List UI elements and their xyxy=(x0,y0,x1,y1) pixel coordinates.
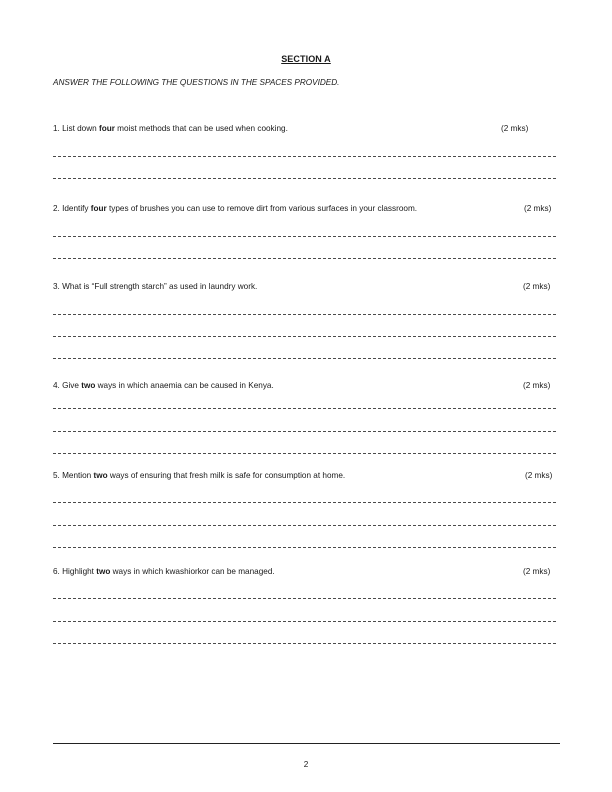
question-2 xyxy=(53,204,557,216)
answer-line[interactable] xyxy=(53,502,556,503)
answer-line[interactable] xyxy=(53,598,556,599)
answer-line[interactable] xyxy=(53,236,556,237)
answer-line[interactable] xyxy=(53,358,556,359)
answer-line[interactable] xyxy=(53,547,556,548)
question-text: 6. Highlight two ways in which kwashiorkor can be managed. xyxy=(53,567,275,576)
answer-line[interactable] xyxy=(53,453,556,454)
question-1 xyxy=(53,124,557,136)
question-text: 5. Mention two ways of ensuring that fresh milk is safe for consumption at home. xyxy=(53,471,346,480)
answer-line[interactable] xyxy=(53,643,556,644)
page-number: 2 xyxy=(303,760,309,769)
answer-line[interactable] xyxy=(53,156,556,157)
answer-line[interactable] xyxy=(53,336,556,337)
answer-line[interactable] xyxy=(53,525,556,526)
answer-line[interactable] xyxy=(53,258,556,259)
section-title: SECTION A xyxy=(281,54,331,64)
answer-line[interactable] xyxy=(53,178,556,179)
marks-label: (2 mks) xyxy=(525,471,553,480)
marks-label: (2 mks) xyxy=(523,567,551,576)
marks-label: (2 mks) xyxy=(501,124,529,133)
question-text: 3. What is “Full strength starch” as used in laundry work. xyxy=(53,282,258,291)
question-text: 2. Identify four types of brushes you can use to remove dirt from various surfaces in your classroom. xyxy=(53,204,418,213)
answer-line[interactable] xyxy=(53,621,556,622)
answer-line[interactable] xyxy=(53,314,556,315)
answer-line[interactable] xyxy=(53,408,556,409)
question-6 xyxy=(53,567,557,579)
question-text: 1. List down four moist methods that can be used when cooking. xyxy=(53,124,288,133)
marks-label: (2 mks) xyxy=(524,204,552,213)
question-text: 4. Give two ways in which anaemia can be caused in Kenya. xyxy=(53,381,274,390)
footer-divider xyxy=(53,743,560,744)
question-5 xyxy=(53,471,557,483)
instructions: ANSWER THE FOLLOWING THE QUESTIONS IN THE SPACES PROVIDED. xyxy=(53,78,340,87)
marks-label: (2 mks) xyxy=(523,381,551,390)
answer-line[interactable] xyxy=(53,431,556,432)
marks-label: (2 mks) xyxy=(523,282,551,291)
question-4 xyxy=(53,381,557,393)
question-3 xyxy=(53,282,557,294)
